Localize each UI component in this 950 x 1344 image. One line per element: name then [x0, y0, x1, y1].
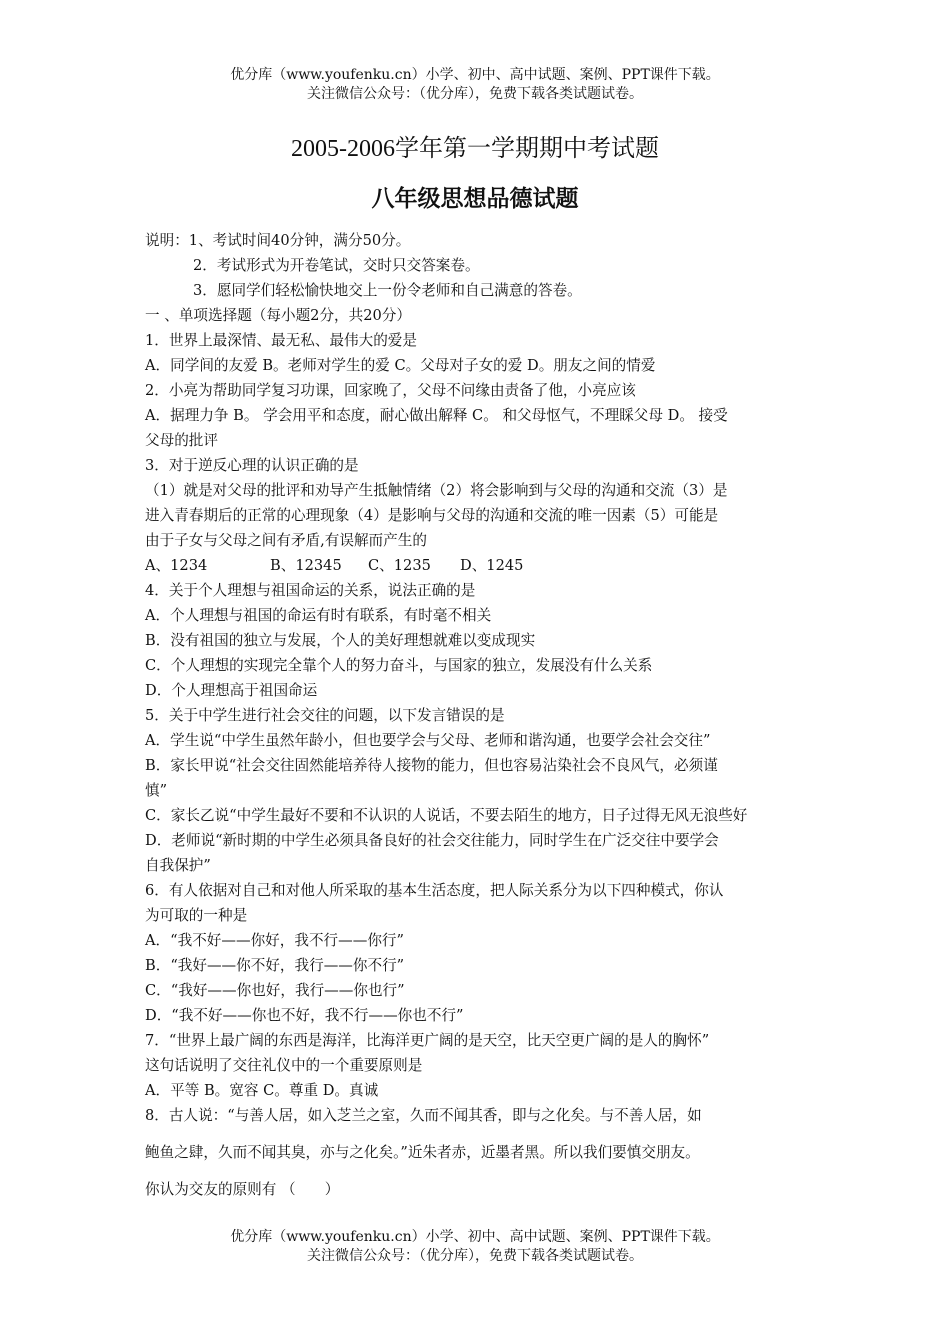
question-5: 5．关于中学生进行社会交往的问题，以下发言错误的是 — [145, 707, 505, 724]
question-4-option-b: B．没有祖国的独立与发展，个人的美好理想就难以变成现实 — [145, 632, 536, 649]
question-5-option-b-cont: 慎” — [145, 782, 168, 799]
question-5-option-a: A．学生说“中学生虽然年龄小，但也要学会与父母、老师和谐沟通，也要学会社会交往” — [145, 732, 711, 749]
question-3: 3．对于逆反心理的认识正确的是 — [145, 457, 359, 474]
question-4-option-d: D．个人理想高于祖国命运 — [145, 682, 318, 699]
question-2: 2．小亮为帮助同学复习功课，回家晚了，父母不问缘由责备了他，小亮应该 — [145, 382, 636, 399]
instruction-3: 3．愿同学们轻松愉快地交上一份令老师和自己满意的答卷。 — [193, 282, 582, 299]
question-3-statements-2: 进入青春期后的正常的心理现象（4）是影响与父母的沟通和交流的唯一因素（5）可能是 — [145, 507, 719, 524]
instruction-2: 2．考试形式为开卷笔试，交时只交答案卷。 — [193, 257, 480, 274]
question-7-options: A．平等 B。宽容 C。尊重 D。真诚 — [145, 1082, 379, 1099]
page-footer — [0, 1228, 950, 1266]
question-5-option-d: D．老师说“新时期的中学生必须具备良好的社会交往能力，同时学生在广泛交往中要学会 — [145, 832, 719, 849]
question-6-option-b: B．“我好——你不好，我行——你不行” — [145, 957, 405, 974]
question-6-option-a: A．“我不好——你好，我不行——你行” — [145, 932, 404, 949]
question-4-option-c: C．个人理想的实现完全靠个人的努力奋斗，与国家的独立，发展没有什么关系 — [145, 657, 653, 674]
question-8: 8．古人说：“与善人居，如入芝兰之室，久而不闻其香，即与之化矣。与不善人居，如 — [145, 1107, 702, 1124]
question-1: 1．世界上最深情、最无私、最伟大的爱是 — [145, 332, 417, 349]
exam-title: 2005-2006学年第一学期期中考试题 — [291, 136, 659, 162]
footer-line-1: 优分库（www.youfenku.cn）小学、初中、高中试题、案例、PPT课件下载。 — [230, 1229, 720, 1245]
header-line-2: 关注微信公众号：（优分库），免费下载各类试题试卷。 — [307, 86, 643, 102]
option-b: B、12345 — [270, 557, 342, 574]
question-2-options-cont: 父母的批评 — [145, 432, 218, 449]
section-heading: 一 、单项选择题（每小题2分，共20分） — [145, 307, 411, 324]
question-6-option-d: D．“我不好——你也不好，我不行——你也不行” — [145, 1007, 464, 1024]
question-3-options — [145, 553, 845, 578]
option-d: D、1245 — [460, 557, 524, 574]
question-4: 4．关于个人理想与祖国命运的关系，说法正确的是 — [145, 582, 476, 599]
question-8-prompt: 你认为交友的原则有 （ ） — [145, 1181, 340, 1198]
question-5-option-b: B．家长甲说“社会交往固然能培养待人接物的能力，但也容易沾染社会不良风气，必须谨 — [145, 757, 718, 774]
question-5-option-d-cont: 自我保护” — [145, 857, 211, 874]
question-6-option-c: C．“我好——你也好，我行——你也行” — [145, 982, 405, 999]
option-a: A、1234 — [145, 557, 208, 574]
question-8-cont: 鲍鱼之肆，久而不闻其臭，亦与之化矣。”近朱者赤，近墨者黑。所以我们要慎交朋友。 — [145, 1144, 700, 1161]
question-3-statements-1: （1）就是对父母的批评和劝导产生抵触情绪（2）将会影响到与父母的沟通和交流（3）是 — [145, 482, 728, 499]
question-7: 7．“世界上最广阔的东西是海洋，比海洋更广阔的是天空，比天空更广阔的是人的胸怀” — [145, 1032, 710, 1049]
option-c: C、1235 — [368, 557, 431, 574]
question-6: 6．有人依据对自己和对他人所采取的基本生活态度，把人际关系分为以下四种模式，你认 — [145, 882, 724, 899]
question-6-cont: 为可取的一种是 — [145, 907, 248, 924]
header-line-1: 优分库（www.youfenku.cn）小学、初中、高中试题、案例、PPT课件下载。 — [230, 67, 720, 83]
question-5-option-c: C．家长乙说“中学生最好不要和不认识的人说话，不要去陌生的地方，日子过得无风无浪些好 — [145, 807, 748, 824]
question-1-options: A．同学间的友爱 B。老师对学生的爱 C。父母对子女的爱 D。朋友之间的情爱 — [145, 357, 656, 374]
exam-subtitle: 八年级思想品德试题 — [371, 186, 579, 212]
exam-body — [145, 228, 845, 1202]
footer-line-2: 关注微信公众号：（优分库），免费下载各类试题试卷。 — [307, 1248, 643, 1264]
question-3-statements-3: 由于子女与父母之间有矛盾,有误解而产生的 — [145, 532, 427, 549]
page-header — [0, 66, 950, 104]
question-4-option-a: A．个人理想与祖国的命运有时有联系，有时毫不相关 — [145, 607, 492, 624]
question-2-options: A．据理力争 B。 学会用平和态度，耐心做出解释 C。 和父母怄气，不理睬父母 D。 接受 — [145, 407, 728, 424]
question-7-cont: 这句话说明了交往礼仪中的一个重要原则是 — [145, 1057, 423, 1074]
instruction-1: 说明：1、考试时间40分钟，满分50分。 — [145, 232, 411, 249]
